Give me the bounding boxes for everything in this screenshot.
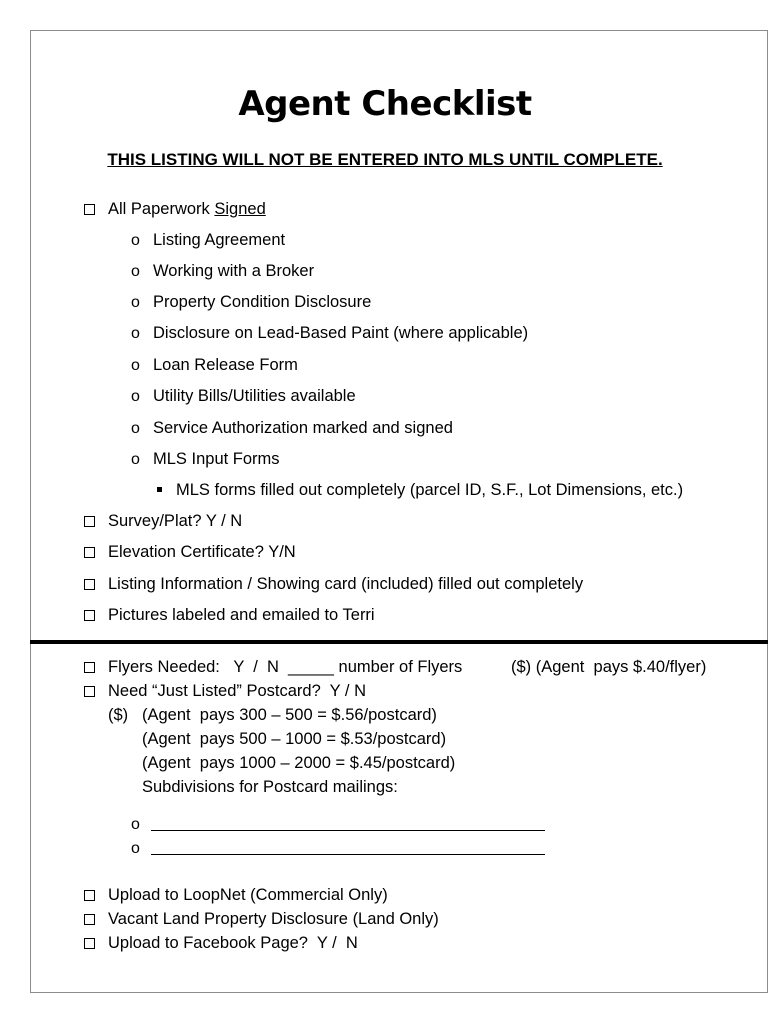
- postcard-currency: ($): [108, 706, 129, 724]
- flyers-label: Flyers Needed: Y / N _____ number of Flyers: [108, 658, 463, 676]
- facebook-label: Upload to Facebook Page? Y / N: [108, 934, 358, 952]
- sub-item-listing-agreement: Listing Agreement: [153, 231, 286, 249]
- page-title: Agent Checklist: [238, 84, 532, 124]
- postcard-label: Need “Just Listed” Postcard? Y / N: [108, 682, 367, 700]
- paperwork-label-signed: Signed: [214, 200, 266, 218]
- loopnet-label: Upload to LoopNet (Commercial Only): [108, 886, 388, 904]
- sub-item-property-condition: Property Condition Disclosure: [153, 293, 372, 311]
- pictures-label: Pictures labeled and emailed to Terri: [108, 606, 375, 624]
- postcard-checkbox[interactable]: [84, 686, 95, 697]
- paperwork-label-prefix: All Paperwork: [108, 200, 215, 218]
- survey-label: Survey/Plat? Y / N: [108, 512, 243, 530]
- postcard-tier-1: (Agent pays 300 – 500 = $.56/postcard): [142, 706, 437, 724]
- facebook-checkbox[interactable]: [84, 938, 95, 949]
- sub-item-service-authorization: Service Authorization marked and signed: [153, 419, 453, 437]
- sub-bullet-icon: o: [131, 840, 140, 857]
- vacant-land-checkbox[interactable]: [84, 914, 95, 925]
- loopnet-checkbox[interactable]: [84, 890, 95, 901]
- flyers-cost: ($) (Agent pays $.40/flyer): [511, 658, 707, 676]
- subdivision-line-2[interactable]: [151, 854, 545, 855]
- postcard-tier-2: (Agent pays 500 – 1000 = $.53/postcard): [142, 730, 447, 748]
- subdivision-line-1[interactable]: [151, 830, 545, 831]
- sub-bullet-icon: o: [131, 294, 140, 311]
- paperwork-checkbox[interactable]: [84, 204, 95, 215]
- listing-info-label: Listing Information / Showing card (included) filled out completely: [108, 575, 584, 593]
- subdivisions-label: Subdivisions for Postcard mailings:: [142, 778, 398, 796]
- mls-forms-sub-item: MLS forms filled out completely (parcel ID, S.F., Lot Dimensions, etc.): [176, 481, 684, 499]
- square-bullet-icon: [157, 487, 162, 492]
- postcard-tier-3: (Agent pays 1000 – 2000 = $.45/postcard): [142, 754, 456, 772]
- flyers-checkbox[interactable]: [84, 662, 95, 673]
- sub-bullet-icon: o: [131, 816, 140, 833]
- section-divider: [30, 640, 768, 644]
- mls-notice: THIS LISTING WILL NOT BE ENTERED INTO MLS UNTIL COMPLETE.: [107, 150, 663, 169]
- elevation-checkbox[interactable]: [84, 547, 95, 558]
- sub-bullet-icon: o: [131, 263, 140, 280]
- sub-bullet-icon: o: [131, 388, 140, 405]
- sub-bullet-icon: o: [131, 420, 140, 437]
- sub-item-mls-input-forms: MLS Input Forms: [153, 450, 280, 468]
- survey-checkbox[interactable]: [84, 516, 95, 527]
- sub-item-utility-bills: Utility Bills/Utilities available: [153, 387, 356, 405]
- paperwork-label: [108, 199, 266, 219]
- sub-item-lead-paint: Disclosure on Lead-Based Paint (where applicable): [153, 324, 529, 342]
- sub-item-loan-release: Loan Release Form: [153, 356, 298, 374]
- sub-bullet-icon: o: [131, 232, 140, 249]
- sub-bullet-icon: o: [131, 325, 140, 342]
- listing-info-checkbox[interactable]: [84, 579, 95, 590]
- elevation-label: Elevation Certificate? Y/N: [108, 543, 296, 561]
- sub-item-working-with-broker: Working with a Broker: [153, 262, 315, 280]
- pictures-checkbox[interactable]: [84, 610, 95, 621]
- sub-bullet-icon: o: [131, 357, 140, 374]
- sub-bullet-icon: o: [131, 451, 140, 468]
- vacant-land-label: Vacant Land Property Disclosure (Land Only): [108, 910, 439, 928]
